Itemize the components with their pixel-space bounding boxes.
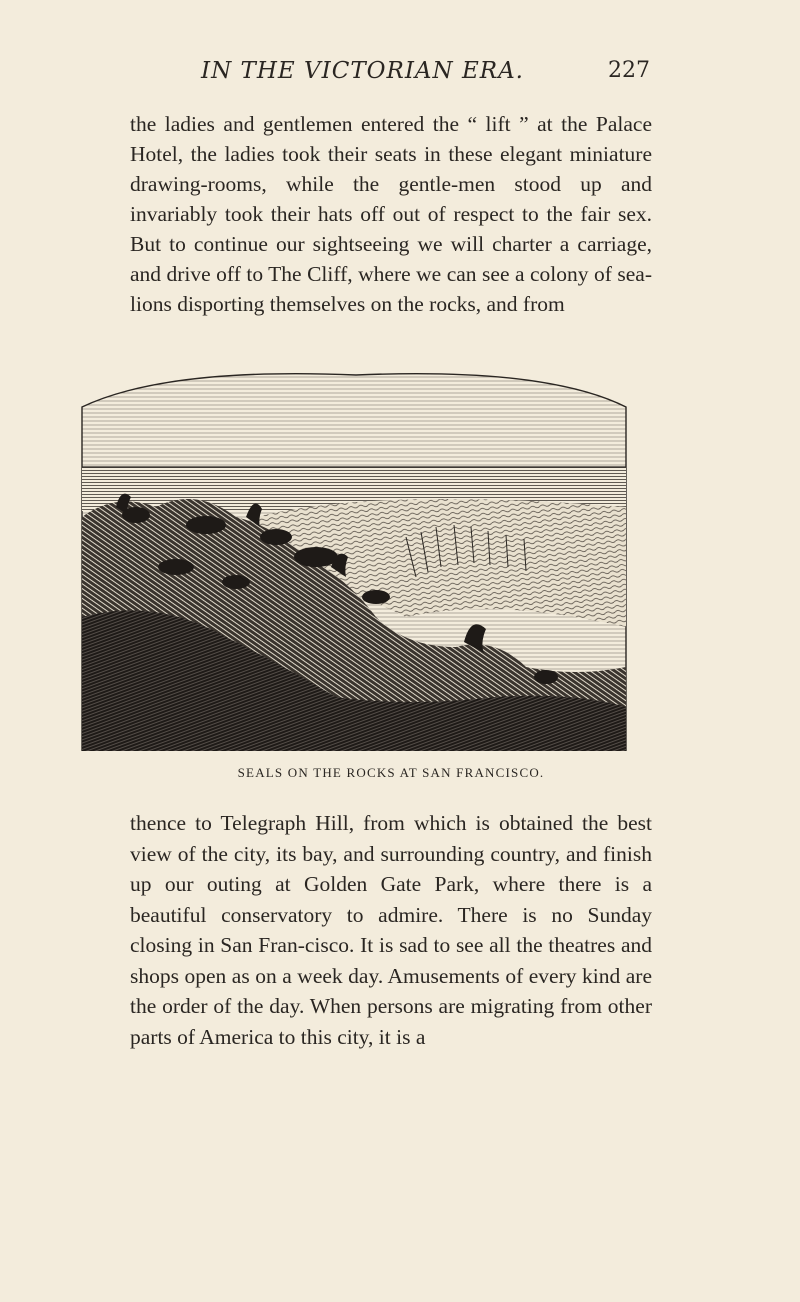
seals-engraving-illustration (76, 367, 632, 751)
body-text-bottom (130, 808, 652, 1052)
paragraph-bottom: thence to Telegraph Hill, from which is obtained the best view of the city, its bay, and surrounding country, and finish up our outing at Golden Gate Park, where there is a beautiful conservatory to admire. There is no Sunday closing in San Fran-cisco. It is sad to see all the theatres and shops open as on a week day. Amusements of every kind are the order of the day. When persons are migrating from other parts of America to this city, it is a (130, 811, 652, 1049)
running-head: IN THE VICTORIAN ERA. (201, 58, 524, 84)
paragraph-top: the ladies and gentlemen entered the “ lift ” at the Palace Hotel, the ladies took their seats in these elegant miniature drawing-rooms, while the gentle-men stood up and invariably took their hats off out of respect to the fair sex. But to continue our sightseeing we will charter a carriage, and drive off to The Cliff, where we can see a colony of sea-lions disporting themselves on the rocks, and from (130, 112, 652, 316)
figure-caption: SEALS ON THE ROCKS AT SAN FRANCISCO. (237, 765, 545, 780)
body-text-top (130, 109, 652, 319)
page-number: 227 (608, 58, 650, 83)
